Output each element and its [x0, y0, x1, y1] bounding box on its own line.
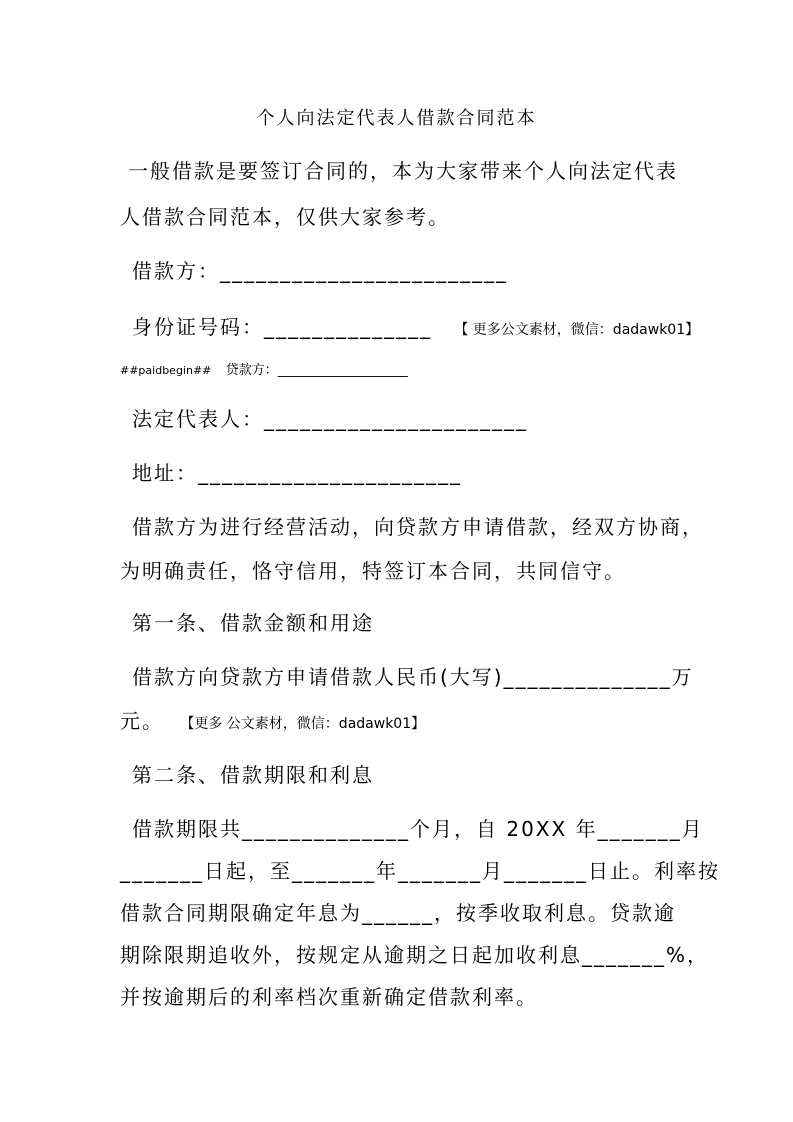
legal-rep-field: 法定代表人：______________________ [132, 407, 528, 431]
lender-field [120, 358, 408, 380]
paid-marker: ##paidbegin## [120, 364, 212, 377]
article-2-line-5: 并按逾期后的利率档次重新确定借款利率。 [120, 985, 538, 1009]
lender-label: 贷款方：____________________ [225, 363, 408, 378]
article-2-line-3: 借款合同期限确定年息为______，按季收取利息。贷款逾 [120, 901, 676, 925]
article-2-line-1: 借款期限共______________个月，自 20XX 年_______月 [132, 817, 704, 841]
article-1-line-2 [120, 707, 425, 738]
promo-text-2: 【更多 公文素材，微信：dadawk01】 [180, 716, 426, 732]
article-2-heading: 第二条、借款期限和利息 [132, 763, 374, 787]
promo-text-1: 【 更多公文素材，微信：dadawk01】 [454, 322, 700, 338]
article-1-line-2-text: 元。 [120, 709, 164, 733]
intro-line-2: 人借款合同范本，仅供大家参考。 [120, 205, 450, 229]
address-field: 地址：______________________ [132, 461, 462, 485]
document-title: 个人向法定代表人借款合同范本 [256, 108, 537, 129]
article-1-line-1: 借款方向贷款方申请借款人民币(大写)______________万 [132, 665, 694, 689]
purpose-line-2: 为明确责任，恪守信用，特签订本合同，共同信守。 [120, 559, 626, 583]
article-2-line-4: 期除限期追收外，按规定从逾期之日起加收利息_______%， [120, 943, 710, 967]
purpose-line-1: 借款方为进行经营活动，向贷款方申请借款，经双方协商， [132, 515, 704, 539]
id-number-label: 身份证号码：______________ [132, 315, 432, 339]
intro-line-1: 一般借款是要签订合同的，本为大家带来个人向法定代表 [128, 159, 678, 183]
id-number-field [132, 313, 699, 344]
borrower-field: 借款方：________________________ [132, 259, 508, 283]
article-1-heading: 第一条、借款金额和用途 [132, 611, 374, 635]
article-2-line-2: _______日起，至_______年_______月_______日止。利率按 [120, 859, 720, 883]
